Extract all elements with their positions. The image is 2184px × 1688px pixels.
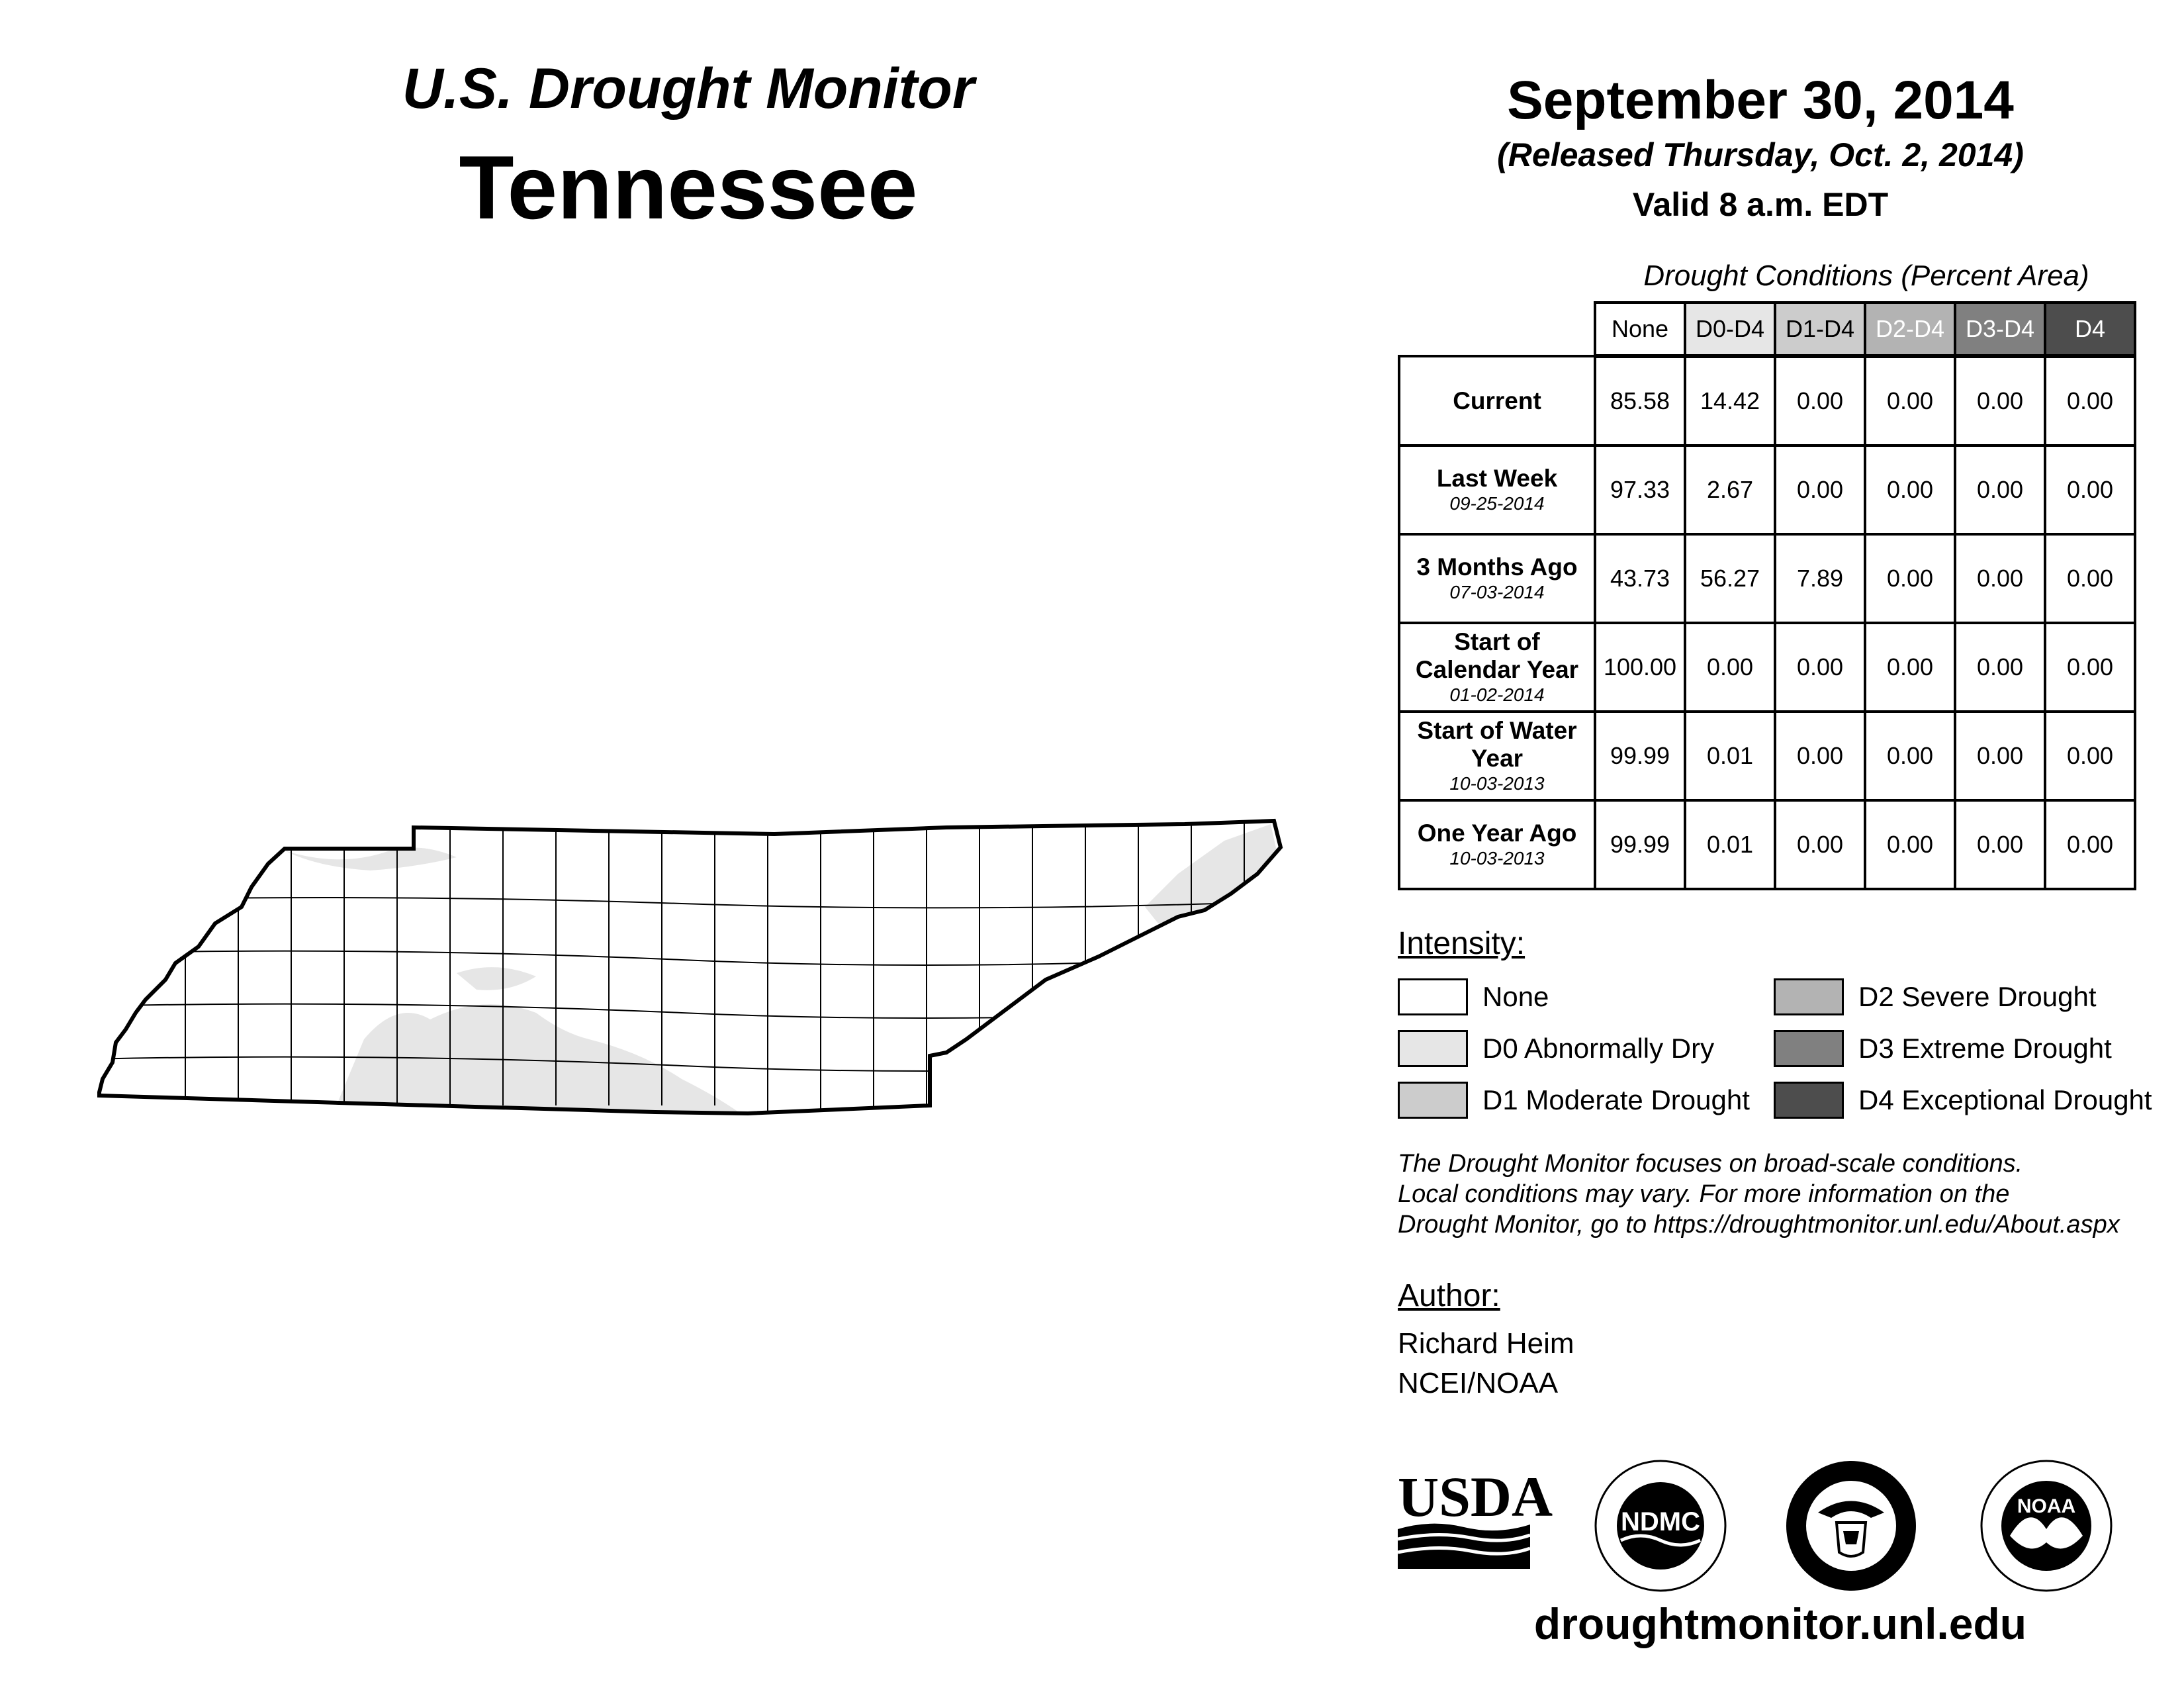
row-date: 10-03-2013 [1449, 773, 1545, 794]
noaa-logo [1981, 1461, 2111, 1591]
site-url: droughtmonitor.unl.edu [1533, 1599, 2027, 1648]
doc-seal-logo [1786, 1461, 1916, 1591]
intensity-heading: Intensity: [1398, 926, 1525, 961]
table-cell: 0.00 [1865, 712, 1955, 800]
ndmc-logo [1596, 1461, 1725, 1591]
ship-icon [1843, 1531, 1859, 1544]
table-cell: 2.67 [1685, 445, 1775, 534]
legend-item-d2 [1774, 978, 2097, 1015]
county-boundaries [86, 822, 1310, 1112]
table-cell: 99.99 [1595, 800, 1685, 889]
row-label-text: One Year Ago [1417, 820, 1577, 847]
author-name: Richard Heim [1398, 1327, 1574, 1360]
tennessee-drought-map [86, 801, 1310, 1125]
row-label-text: Current [1453, 387, 1541, 414]
d0-area-south-central [331, 1004, 748, 1119]
disclaimer-note [1398, 1149, 2159, 1240]
table-cell: 100.00 [1595, 623, 1685, 712]
table-cell: 0.00 [1865, 445, 1955, 534]
table-cell: 0.00 [1955, 712, 2045, 800]
table-cell: 0.00 [2045, 623, 2135, 712]
date-title: September 30, 2014 [1507, 70, 2014, 130]
county-lines-vertical [185, 822, 1244, 1112]
author-heading: Author: [1398, 1278, 1500, 1313]
row-label-text: Last Week [1436, 465, 1558, 492]
row-label-text: Start of Calendar Year [1415, 628, 1579, 683]
table-cell: 0.00 [1955, 534, 2045, 623]
table-cell: 43.73 [1595, 534, 1685, 623]
legend-label: D2 Severe Drought [1858, 981, 2097, 1012]
table-row [1399, 712, 2135, 800]
legend-swatch [1774, 978, 1844, 1015]
usda-wordmark: USDA [1398, 1465, 1553, 1528]
table-cell: 0.00 [1865, 623, 1955, 712]
legend-label: D3 Extreme Drought [1858, 1033, 2112, 1064]
author-org: NCEI/NOAA [1398, 1367, 1559, 1399]
row-label-text: Start of Water Year [1417, 717, 1577, 772]
state-outline [99, 821, 1281, 1113]
legend-item-none [1398, 978, 1549, 1015]
note-line: The Drought Monitor focuses on broad-scale conditions. [1398, 1150, 2023, 1178]
table-cell: 56.27 [1685, 534, 1775, 623]
table-cell: 0.00 [1865, 800, 1955, 889]
table-cell: 97.33 [1595, 445, 1685, 534]
table-cell: 0.01 [1685, 800, 1775, 889]
table-cell: 0.00 [2045, 356, 2135, 445]
table-cell: 0.00 [1955, 800, 2045, 889]
table-cell: 0.00 [1865, 356, 1955, 445]
legend-swatch [1774, 1082, 1844, 1119]
d0-area-northwest [285, 847, 457, 870]
row-label [1399, 712, 1595, 800]
table-cell: 0.00 [2045, 445, 2135, 534]
legend-item-d1 [1398, 1082, 1750, 1119]
table-cell: 0.00 [2045, 712, 2135, 800]
legend-label: D4 Exceptional Drought [1858, 1084, 2152, 1115]
table-row [1399, 623, 2135, 712]
noaa-wordmark: NOAA [2017, 1495, 2076, 1517]
county-lines-horizontal [86, 898, 1310, 1071]
table-row [1399, 800, 2135, 889]
table-cell: 14.42 [1685, 356, 1775, 445]
col-header-d0-d4: D0-D4 [1685, 303, 1775, 356]
drought-areas [285, 824, 1277, 1119]
row-label [1399, 445, 1595, 534]
table-cell: 0.00 [1685, 623, 1775, 712]
legend-item-d4 [1774, 1082, 2152, 1119]
table-cell: 0.00 [2045, 534, 2135, 623]
col-header-none: None [1595, 303, 1685, 356]
state-title: Tennessee [459, 137, 918, 238]
table-cell: 0.00 [1865, 534, 1955, 623]
map-title: U.S. Drought Monitor [402, 57, 975, 120]
drought-conditions-table [1398, 301, 2136, 890]
col-header-d1-d4: D1-D4 [1775, 303, 1865, 356]
legend-swatch [1398, 978, 1468, 1015]
legend-label: None [1482, 981, 1549, 1012]
legend-swatch [1398, 1082, 1468, 1119]
table-row [1399, 445, 2135, 534]
col-header-d4: D4 [2045, 303, 2135, 356]
table-row [1399, 534, 2135, 623]
usda-logo [1398, 1465, 1553, 1569]
row-date: 07-03-2014 [1449, 582, 1545, 602]
col-header-d2-d4: D2-D4 [1865, 303, 1955, 356]
d0-area-central [457, 967, 536, 990]
note-line: Drought Monitor, go to https://droughtmonitor.unl.edu/About.aspx [1398, 1211, 2120, 1239]
table-cell: 0.00 [1775, 712, 1865, 800]
usda-landscape-icon [1398, 1524, 1530, 1569]
table-cell: 0.00 [1775, 445, 1865, 534]
table-cell: 0.00 [2045, 800, 2135, 889]
table-caption: Drought Conditions (Percent Area) [1643, 259, 2089, 292]
table-cell: 0.01 [1685, 712, 1775, 800]
legend-label: D0 Abnormally Dry [1482, 1033, 1715, 1064]
valid-time: Valid 8 a.m. EDT [1632, 186, 1889, 223]
table-cell: 99.99 [1595, 712, 1685, 800]
table-cell: 0.00 [1955, 623, 2045, 712]
table-cell: 0.00 [1955, 356, 2045, 445]
partner-logos [1398, 1453, 2126, 1599]
row-label-text: 3 Months Ago [1416, 553, 1578, 581]
row-date: 10-03-2013 [1449, 848, 1545, 868]
row-label [1399, 800, 1595, 889]
table-row [1399, 356, 2135, 445]
table-header-row [1399, 303, 2135, 356]
table-cell: 0.00 [1955, 445, 2045, 534]
release-note: (Released Thursday, Oct. 2, 2014) [1497, 136, 2024, 173]
col-header-d3-d4: D3-D4 [1955, 303, 2045, 356]
row-label [1399, 356, 1595, 445]
legend-item-d0 [1398, 1030, 1714, 1067]
table-cell: 85.58 [1595, 356, 1685, 445]
table-cell: 0.00 [1775, 356, 1865, 445]
ndmc-wordmark: NDMC [1621, 1507, 1700, 1536]
row-label [1399, 534, 1595, 623]
row-label [1399, 623, 1595, 712]
table-cell: 0.00 [1775, 800, 1865, 889]
legend-swatch [1398, 1030, 1468, 1067]
row-date: 09-25-2014 [1449, 493, 1545, 514]
note-line: Local conditions may vary. For more information on the [1398, 1180, 2010, 1208]
legend-item-d3 [1774, 1030, 2112, 1067]
table-corner [1399, 303, 1595, 356]
legend-label: D1 Moderate Drought [1482, 1084, 1750, 1115]
noaa-globe-icon [2001, 1481, 2091, 1571]
legend-swatch [1774, 1030, 1844, 1067]
table-cell: 7.89 [1775, 534, 1865, 623]
table-cell: 0.00 [1775, 623, 1865, 712]
row-date: 01-02-2014 [1449, 684, 1545, 705]
